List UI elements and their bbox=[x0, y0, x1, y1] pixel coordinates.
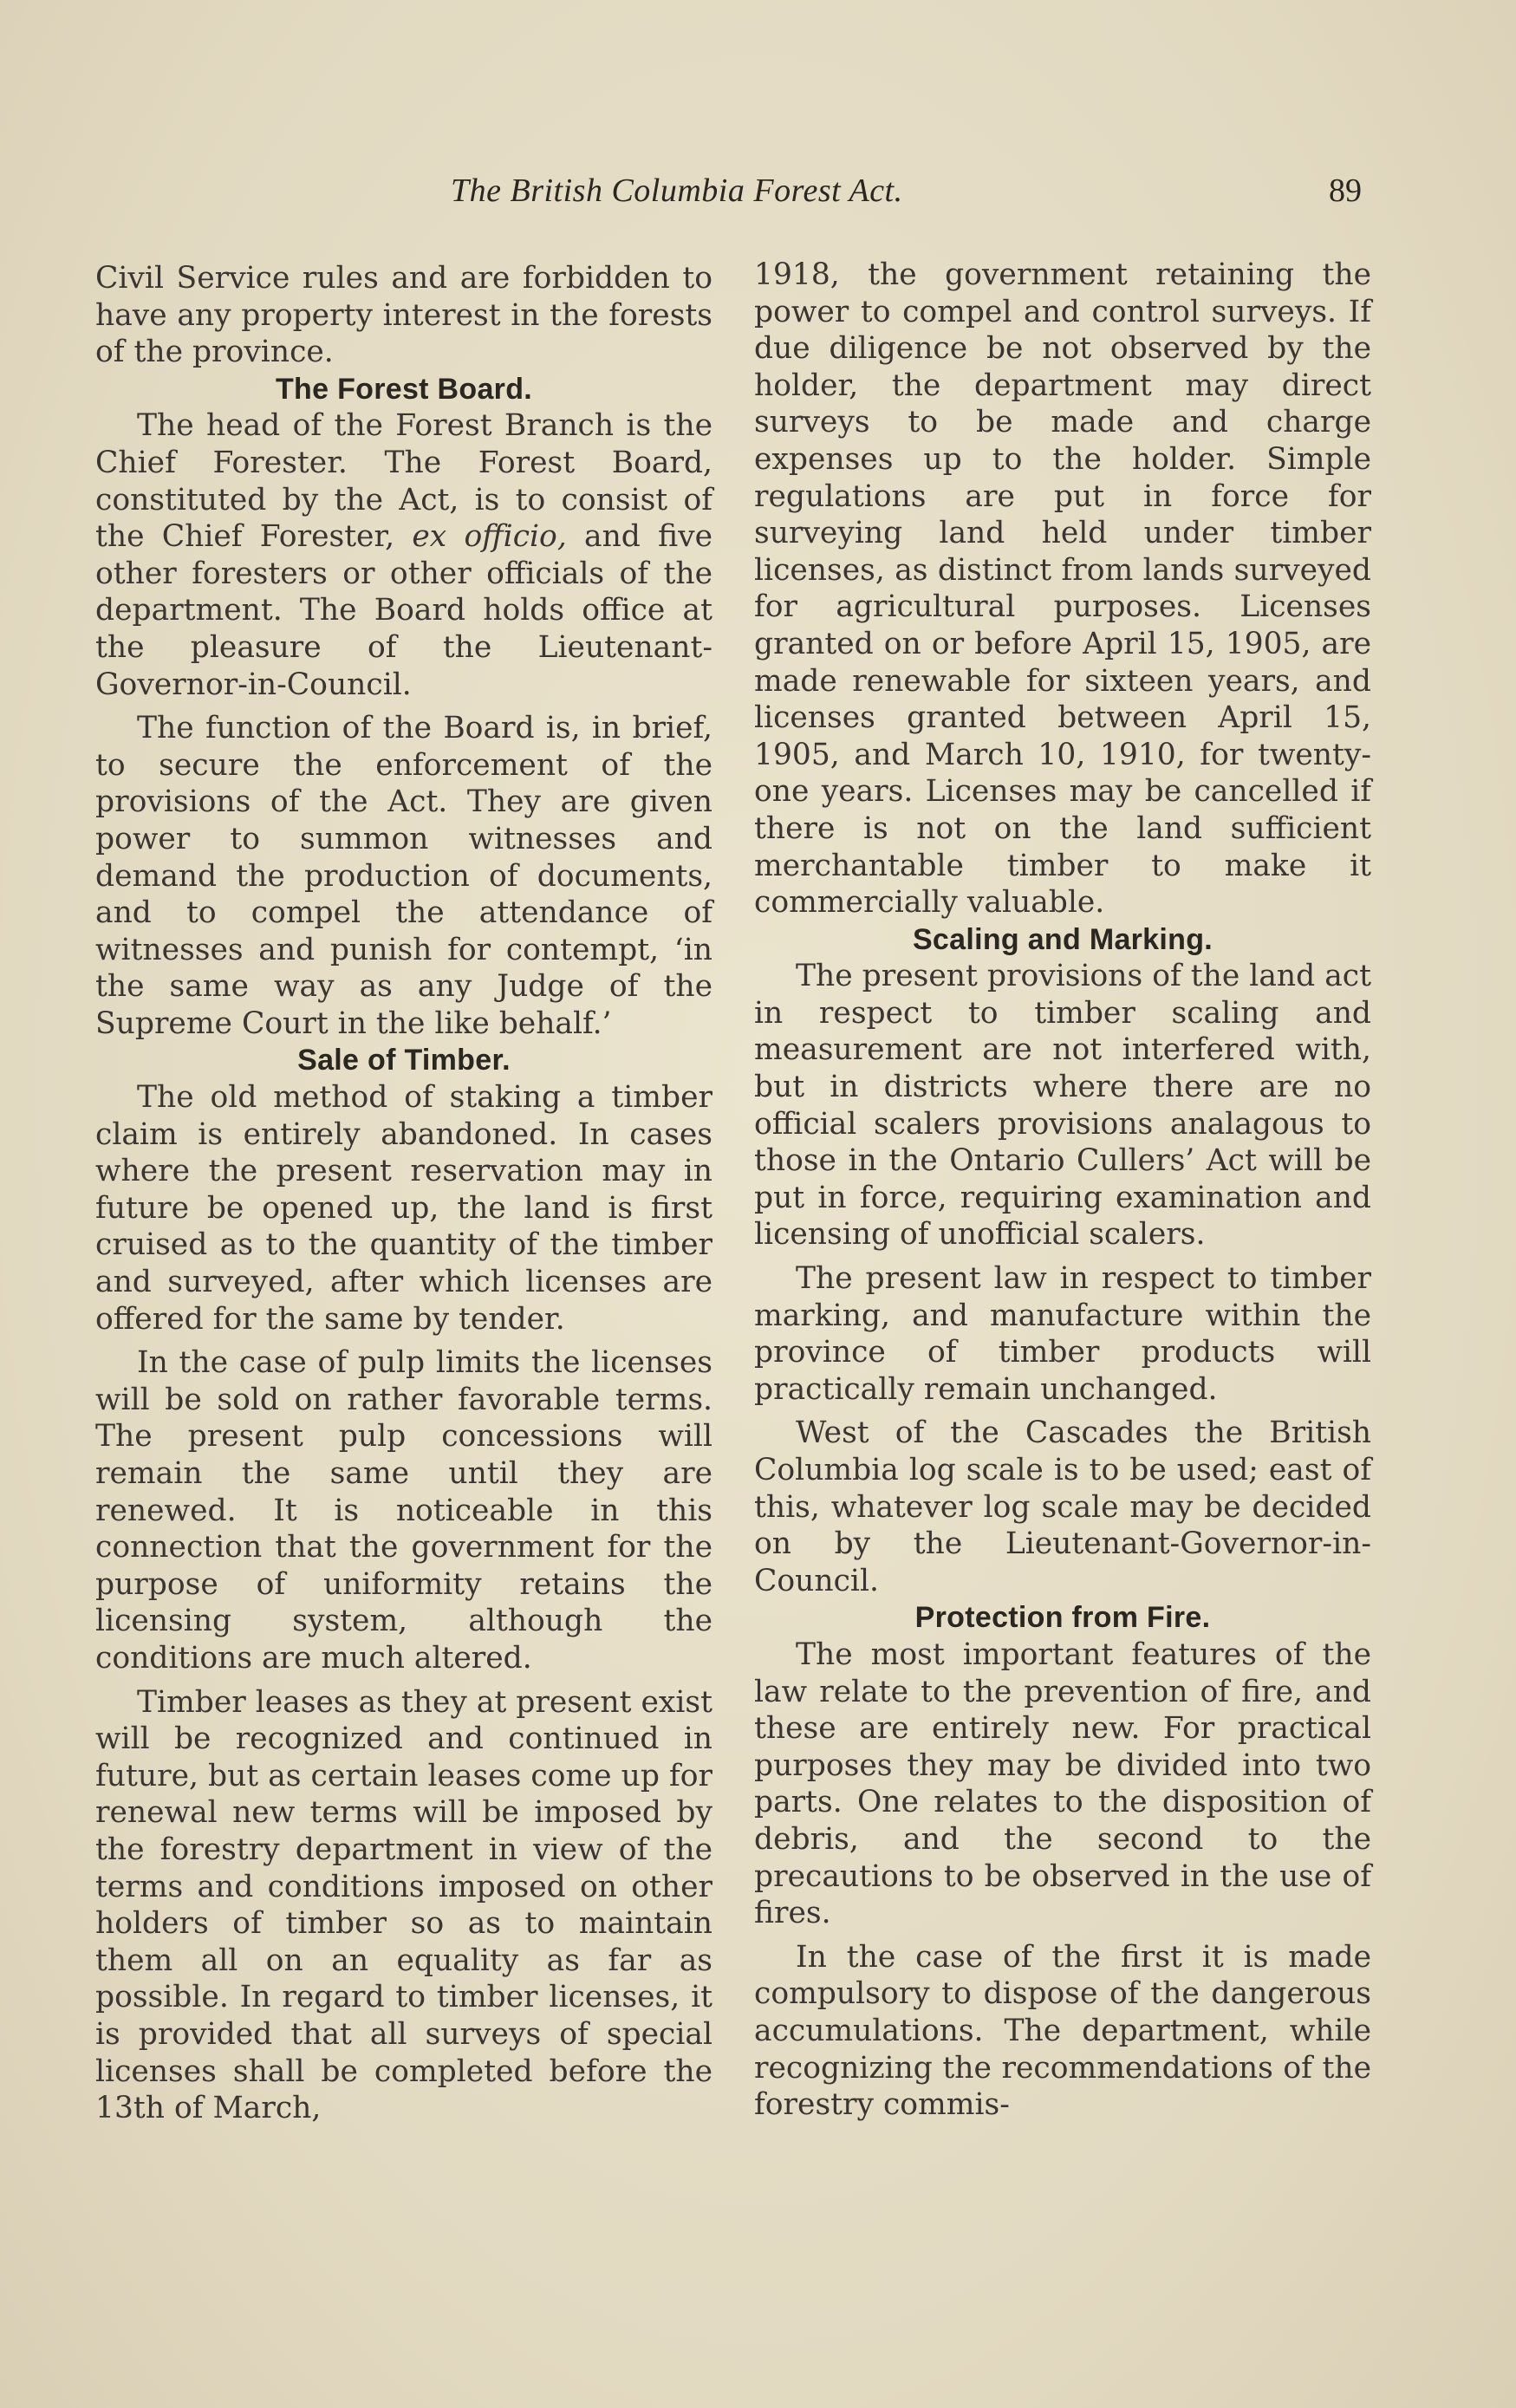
paragraph-protection-1: The most important features of the law relate to the prevention of fire, and these are entirely new. For practical purposes they may be divided into two parts. One relates to the disposition of debris, and the second to the precautions to be observed in the use of fires. bbox=[754, 1637, 1371, 1931]
running-title: The British Columbia Forest Act. bbox=[451, 172, 903, 209]
page-number: 89 bbox=[1329, 172, 1362, 209]
paragraph-sale-2: In the case of pulp limits the licenses will be sold on rather favorable terms. The present pulp concessions will remain the same until they are renewed. It is noticeable in this connection that the government for the purpose of uniformity retains the licensing system, although the conditions are much altered. bbox=[95, 1345, 712, 1676]
paragraph-scaling-1: The present provisions of the land act in respect to timber scaling and measurement are not interfered with, but in districts where there are no official scalers provisions analagous to those in the Ontario Cullers’ Act will be put in force, requiring examination and licensing of unofficial scalers. bbox=[754, 959, 1371, 1253]
heading-scaling-and-marking: Scaling and Marking. bbox=[912, 922, 1213, 956]
paragraph-scaling-3: West of the Cascades the British Columbia log scale is to be used; east of this, whatever log scale may be decided on by the Lieutenant-Governor-in-Council. bbox=[754, 1416, 1371, 1598]
paragraph-intro: Civil Service rules and are forbidden to have any property interest in the forests of the province. bbox=[95, 261, 712, 370]
paragraph-forest-board-2: The function of the Board is, in brief, to secure the enforcement of the provisions of the Act. They are given power to summon witnesses and demand the production of documents, and to compel the attendance of witnesses and punish for contempt, ‘in the same way as any Judge of the Supreme Court in the like behalf.’ bbox=[95, 711, 712, 1041]
heading-sale-of-timber: Sale of Timber. bbox=[297, 1044, 511, 1077]
paragraph-scaling-2: The present law in respect to timber marking, and manufacture within the province of timber products will practically remain unchanged. bbox=[754, 1261, 1371, 1407]
italic-text: ex officio, bbox=[412, 519, 567, 555]
heading-forest-board: The Forest Board. bbox=[275, 372, 533, 406]
text-run: and five other foresters or other officials of the department. The Board holds office at the pleasure of the Lieutenant-Governor-in-Council. bbox=[95, 519, 713, 702]
paragraph-continued: 1918, the government retaining the power to compel and control surveys. If due diligence be not observed by the holder, the department may direct surveys to be made and charge expenses up to the holder. Simple regulations are put in force for surveying land held under timber licenses, as distinct from lands surveyed for agricultural purposes. Licenses granted on or before April 15, 1905, are made renewable for sixteen years, and licenses granted between April 15, 1905, and March 10, 1910, for twenty-one years. Licenses may be cancelled if there is not on the land sufficient merchantable timber to make it commercially valuable. bbox=[754, 257, 1371, 921]
heading-protection-from-fire: Protection from Fire. bbox=[914, 1601, 1211, 1635]
left-column bbox=[95, 260, 712, 2127]
paragraph-protection-2: In the case of the first it is made compulsory to dispose of the dangerous accumulations. The department, while recognizing the recommendations of the forestry commis- bbox=[754, 1939, 1371, 2123]
text-run: The head of the Forest Branch is the Chief Forester. The Forest Board, constituted by the Act, is to consist of the Chief Forester, bbox=[95, 408, 712, 555]
paragraph-forest-board-1 bbox=[95, 407, 712, 703]
running-header bbox=[0, 172, 1516, 224]
paragraph-sale-1: The old method of staking a timber claim is entirely abandoned. In cases where the present reservation may in future be opened up, the land is first cruised as to the quantity of the timber and surveyed, after which licenses are offered for the same by tender. bbox=[95, 1080, 712, 1337]
paragraph-sale-3: Timber leases as they at present exist will be recognized and continued in future, but as certain leases come up for renewal new terms will be imposed by the forestry department in view of the terms and conditions imposed on other holders of timber so as to maintain them all on an equality as far as possible. In regard to timber licenses, it is provided that all surveys of special licenses shall be completed before the 13th of March, bbox=[95, 1684, 712, 2126]
right-column bbox=[754, 257, 1371, 2124]
